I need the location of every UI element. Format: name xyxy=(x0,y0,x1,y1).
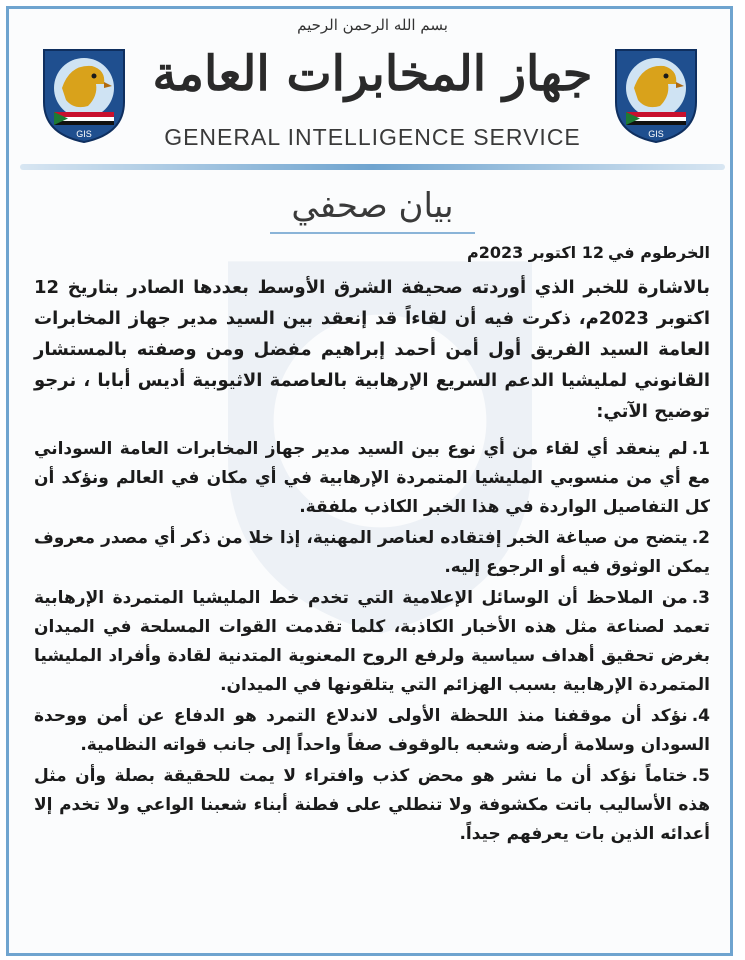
item-number: 3. xyxy=(691,588,710,608)
svg-text:GIS: GIS xyxy=(76,129,92,139)
svg-text:GIS: GIS xyxy=(648,129,664,139)
item-text: نؤكد أن موقفنا منذ اللحظة الأولى لاندلاع التمرد هو الدفاع عن أمن ووحدة السودان وسلامة أرضه وشعبه بالوقوف صفاً واحداً إلى جانب قواته النظامية. xyxy=(34,706,710,755)
item-text: يتضح من صياغة الخبر إفتقاده لعناصر المهنية، إذا خلا من ذكر أي مصدر معروف يمكن الوثوق فيه أو الرجوع إليه. xyxy=(34,528,710,577)
item-text: من الملاحظ أن الوسائل الإعلامية التي تخدم خط المليشيا المتمردة الإرهابية تعمد لصناعة مثل هذه الأخبار الكاذبة، كلما تقدمت القوات المسلحة في الميدان بغرض تحقيق أهداف سياسية ولرفع الروح المعنوية المتدنية لقادة وأفراد المليشيا المتمردة الإرهابية بسبب الهزائم التي يتلقونها في الميدان. xyxy=(34,588,710,695)
gis-emblem-icon xyxy=(612,44,700,144)
agency-name-english: GENERAL INTELLIGENCE SERVICE xyxy=(164,124,581,150)
header-divider xyxy=(20,164,725,170)
date-line xyxy=(34,240,710,266)
item-text: لم ينعقد أي لقاء من أي نوع بين السيد مدير جهاز المخابرات العامة السوداني مع أي من منسوبي المليشيا المتمردة الإرهابية في أي مكان في العالم ونؤكد أن كل التفاصيل الواردة في هذا الخبر الكاذب ملفقة. xyxy=(34,439,710,517)
item-text: ختاماً نؤكد أن ما نشر هو محض كذب وافتراء لا يمت للحقيقة بصلة وأن مثل هذه الأساليب باتت مكشوفة ولا تنطلي على فطنة أبناء شعبنا الواعي ولا تخدم إلا أعدائه الذين بات يعرفهم جيداً. xyxy=(34,766,710,844)
list-item xyxy=(34,584,710,700)
item-number: 2. xyxy=(691,528,710,548)
item-number: 1. xyxy=(691,439,710,459)
list-item xyxy=(34,762,710,849)
agency-name-arabic: جهاز المخابرات العامة xyxy=(152,46,593,102)
date-value: 12 اكتوبر 2023م xyxy=(466,243,604,262)
gis-emblem-icon xyxy=(40,44,128,144)
item-number: 4. xyxy=(691,706,710,726)
list-item xyxy=(34,435,710,522)
list-item xyxy=(34,524,710,582)
list-item xyxy=(34,702,710,760)
date-place: الخرطوم في xyxy=(607,243,710,262)
statement-body xyxy=(34,240,710,851)
document-title: بيان صحفي xyxy=(291,186,454,226)
item-number: 5. xyxy=(691,766,710,786)
intro-paragraph: بالاشارة للخبر الذي أوردته صحيفة الشرق الأوسط بعددها الصادر بتاريخ 12 اكتوبر 2023م، ذكرت فيه أن لقاءاً قد إنعقد بين السيد مدير جهاز المخابرات العامة السيد الفريق أول أمن أحمد إبراهيم مفضل ومن وصفته بالمستشار القانوني لمليشيا الدعم السريع الإرهابية بالعاصمة الاثيوبية أديس أبابا ، نرجو توضيح الآتي: xyxy=(34,277,711,422)
letterhead xyxy=(0,0,745,190)
basmala: بسم الله الرحمن الرحيم xyxy=(297,16,448,34)
title-underline xyxy=(270,232,475,234)
